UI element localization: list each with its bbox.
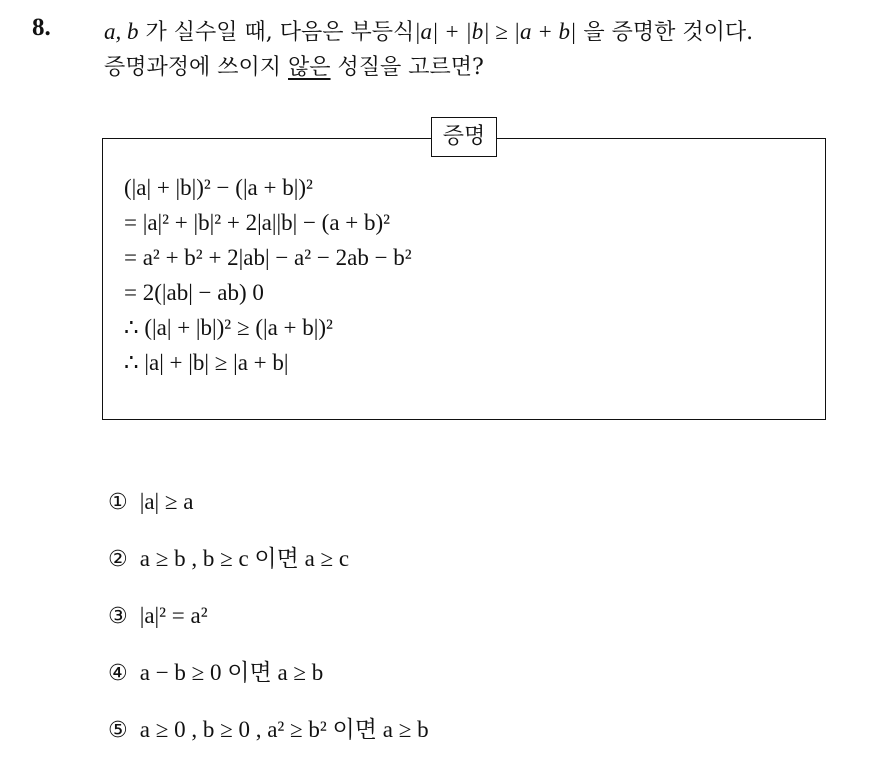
choice-2[interactable] xyxy=(108,539,429,596)
question-number: 8. xyxy=(32,14,51,41)
choice-text: a ≥ 0 , b ≥ 0 , a² ≥ b² 이면 a ≥ b xyxy=(139,717,429,742)
question-line-2 xyxy=(104,50,753,85)
question-text-part-b: 을 증명한 것이다. xyxy=(576,20,754,45)
choice-marker: ③ xyxy=(108,604,128,629)
choice-text: |a|² = a² xyxy=(139,603,208,628)
choice-marker: ② xyxy=(108,547,128,572)
proof-line-6: ∴ |a| + |b| ≥ |a + b| xyxy=(124,350,289,375)
question-variables: a, b xyxy=(104,19,139,44)
question-text xyxy=(104,14,753,85)
question-inequality: |a| + |b| ≥ |a + b| xyxy=(414,19,577,44)
choice-text: |a| ≥ a xyxy=(139,489,194,514)
choice-3[interactable] xyxy=(108,596,429,653)
question-line-1 xyxy=(104,14,753,50)
choice-text: a ≥ b , b ≥ c 이면 a ≥ c xyxy=(139,546,350,571)
choice-1[interactable] xyxy=(108,482,429,539)
proof-line-1: (|a| + |b|)² − (|a + b|)² xyxy=(124,175,313,200)
question-underlined-word: 않은 xyxy=(288,55,331,80)
question-text-part-c: 증명과정에 쓰이지 xyxy=(104,55,289,80)
proof-line-5: ∴ (|a| + |b|)² ≥ (|a + b|)² xyxy=(124,315,333,340)
proof-line-3: = a² + b² + 2|ab| − a² − 2ab − b² xyxy=(124,245,412,270)
choice-5[interactable] xyxy=(108,710,429,767)
proof-label: 증명 xyxy=(431,117,497,157)
question-text-part-a: 가 실수일 때, 다음은 부등식 xyxy=(138,20,415,45)
choice-text: a − b ≥ 0 이면 a ≥ b xyxy=(139,660,324,685)
question-text-part-d: 성질을 고르면? xyxy=(330,55,484,80)
proof-line-4: = 2(|ab| − ab) 0 xyxy=(124,280,264,305)
choice-list xyxy=(108,482,429,767)
choice-marker: ④ xyxy=(108,661,128,686)
proof-line-2: = |a|² + |b|² + 2|a||b| − (a + b)² xyxy=(124,210,391,235)
proof-lines xyxy=(124,170,412,380)
choice-4[interactable] xyxy=(108,653,429,710)
choice-marker: ① xyxy=(108,490,128,515)
choice-marker: ⑤ xyxy=(108,718,128,743)
